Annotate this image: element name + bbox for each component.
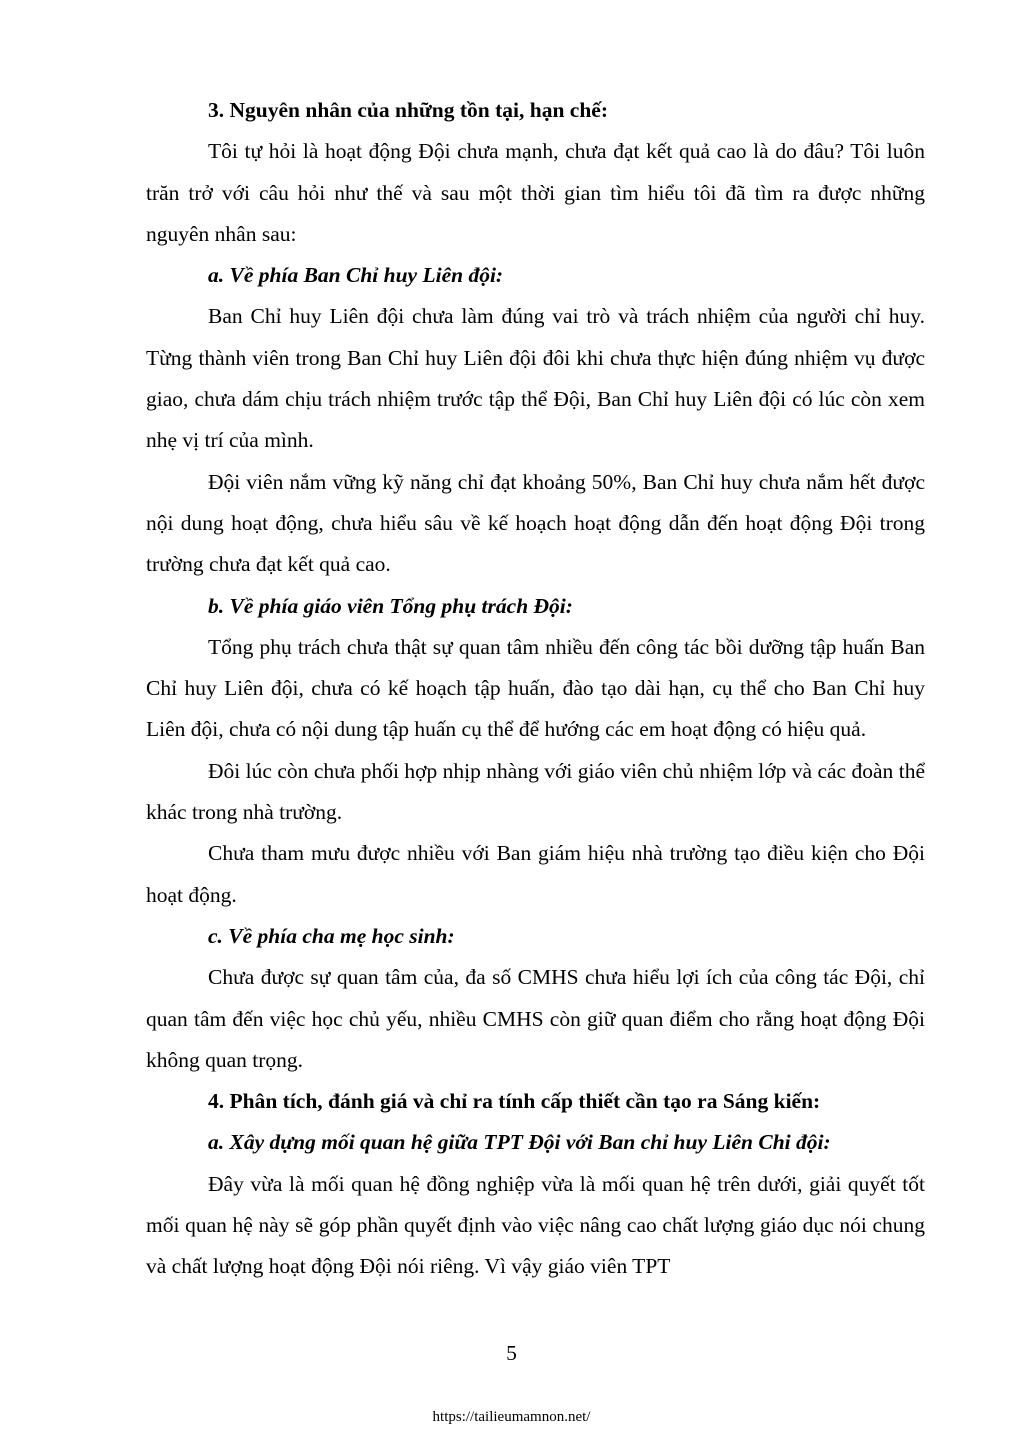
section-heading-3: 3. Nguyên nhân của những tồn tại, hạn chế:	[208, 98, 608, 122]
paragraph: Đây vừa là mối quan hệ đồng nghiệp vừa là mối quan hệ trên dưới, giải quyết tốt mối quan hệ này sẽ góp phần quyết định vào việc nâng cao chất lượng giáo dục nói chung và chất lượng hoạt động Đội nói riêng. Vì vậy giáo viên TPT	[146, 1171, 925, 1279]
subheading-a-xay-dung-moi-quan-he: a. Xây dựng mối quan hệ giữa TPT Đội với Ban chỉ huy Liên Chi đội:	[208, 1130, 831, 1155]
subheading-c-cha-me-hoc-sinh: c. Về phía cha mẹ học sinh:	[208, 923, 455, 948]
subheading-b-tong-phu-trach: b. Về phía giáo viên Tổng phụ trách Đội:	[208, 593, 573, 618]
paragraph: Tổng phụ trách chưa thật sự quan tâm nhiều đến công tác bồi dưỡng tập huấn Ban Chỉ huy Liên đội, chưa có kế hoạch tập huấn, đào tạo dài hạn, cụ thể cho Ban Chỉ huy Liên đội, chưa có nội dung tập huấn cụ thể để hướng các em hoạt động có hiệu quả.	[146, 634, 925, 742]
subheading-a-ban-chi-huy: a. Về phía Ban Chỉ huy Liên đội:	[208, 263, 504, 288]
document-body	[146, 90, 925, 1288]
paragraph: Đội viên nắm vững kỹ năng chỉ đạt khoảng 50%, Ban Chỉ huy chưa nắm hết được nội dung hoạt động, chưa hiểu sâu về kế hoạch hoạt động dẫn đến hoạt động Đội trong trường chưa đạt kết quả cao.	[146, 469, 925, 577]
paragraph: Ban Chỉ huy Liên đội chưa làm đúng vai trò và trách nhiệm của người chỉ huy. Từng thành viên trong Ban Chỉ huy Liên đội đôi khi chưa thực hiện đúng nhiệm vụ được giao, chưa dám chịu trách nhiệm trước tập thể Đội, Ban Chỉ huy Liên đội có lúc còn xem nhẹ vị trí của mình.	[146, 304, 925, 453]
paragraph: Tôi tự hỏi là hoạt động Đội chưa mạnh, chưa đạt kết quả cao là do đâu? Tôi luôn trăn trở với câu hỏi như thế và sau một thời gian tìm hiểu tôi đã tìm ra được những nguyên nhân sau:	[146, 139, 925, 246]
section-heading-4: 4. Phân tích, đánh giá và chỉ ra tính cấp thiết cần tạo ra Sáng kiến:	[208, 1089, 821, 1114]
footer-url: https://tailieumamnon.net/	[432, 1409, 591, 1425]
paragraph: Chưa được sự quan tâm của, đa số CMHS chưa hiểu lợi ích của công tác Đội, chỉ quan tâm đến việc học chủ yếu, nhiều CMHS còn giữ quan điểm cho rằng hoạt động Đội không quan trọng.	[146, 965, 925, 1072]
page-number: 5	[506, 1341, 517, 1365]
paragraph: Đôi lúc còn chưa phối hợp nhịp nhàng với giáo viên chủ nhiệm lớp và các đoàn thể khác trong nhà trường.	[146, 758, 925, 825]
paragraph: Chưa tham mưu được nhiều với Ban giám hiệu nhà trường tạo điều kiện cho Đội hoạt động.	[146, 841, 925, 907]
